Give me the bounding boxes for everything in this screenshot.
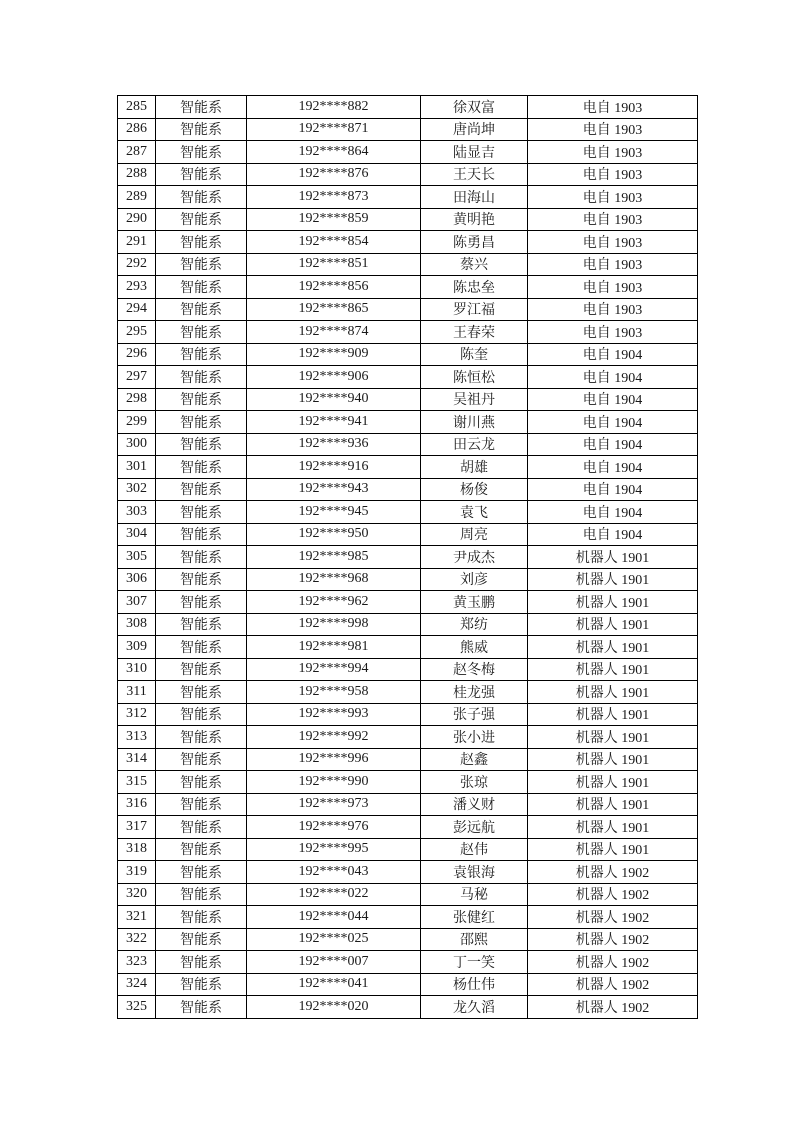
- cell-name: 谢川燕: [421, 411, 528, 434]
- cell-class: 电自 1903: [528, 141, 698, 164]
- cell-student_id: 192****962: [247, 591, 421, 614]
- cell-department: 智能系: [156, 703, 247, 726]
- cell-student_id: 192****851: [247, 253, 421, 276]
- cell-no: 286: [118, 118, 156, 141]
- cell-no: 321: [118, 906, 156, 929]
- cell-no: 301: [118, 456, 156, 479]
- cell-student_id: 192****943: [247, 478, 421, 501]
- cell-student_id: 192****025: [247, 928, 421, 951]
- cell-class: 电自 1904: [528, 523, 698, 546]
- cell-student_id: 192****936: [247, 433, 421, 456]
- cell-name: 蔡兴: [421, 253, 528, 276]
- cell-department: 智能系: [156, 478, 247, 501]
- cell-no: 306: [118, 568, 156, 591]
- table-row: [118, 456, 698, 479]
- cell-student_id: 192****865: [247, 298, 421, 321]
- cell-name: 郑纺: [421, 613, 528, 636]
- table-row: [118, 613, 698, 636]
- table-row: [118, 568, 698, 591]
- cell-student_id: 192****993: [247, 703, 421, 726]
- cell-department: 智能系: [156, 591, 247, 614]
- table-row: [118, 816, 698, 839]
- cell-no: 295: [118, 321, 156, 344]
- cell-department: 智能系: [156, 321, 247, 344]
- table-row: [118, 838, 698, 861]
- cell-no: 320: [118, 883, 156, 906]
- cell-class: 机器人 1902: [528, 996, 698, 1019]
- cell-no: 293: [118, 276, 156, 299]
- cell-department: 智能系: [156, 568, 247, 591]
- cell-name: 陆显吉: [421, 141, 528, 164]
- cell-student_id: 192****992: [247, 726, 421, 749]
- cell-name: 陈勇昌: [421, 231, 528, 254]
- cell-department: 智能系: [156, 838, 247, 861]
- cell-department: 智能系: [156, 253, 247, 276]
- cell-name: 赵冬梅: [421, 658, 528, 681]
- table-row: [118, 388, 698, 411]
- cell-no: 302: [118, 478, 156, 501]
- table-row: [118, 748, 698, 771]
- student-roster-table: [117, 95, 698, 1019]
- cell-department: 智能系: [156, 726, 247, 749]
- cell-student_id: 192****007: [247, 951, 421, 974]
- cell-student_id: 192****876: [247, 163, 421, 186]
- cell-student_id: 192****985: [247, 546, 421, 569]
- cell-no: 298: [118, 388, 156, 411]
- table-row: [118, 96, 698, 119]
- cell-name: 袁银海: [421, 861, 528, 884]
- cell-no: 316: [118, 793, 156, 816]
- cell-no: 297: [118, 366, 156, 389]
- cell-class: 机器人 1901: [528, 793, 698, 816]
- table-row: [118, 298, 698, 321]
- cell-department: 智能系: [156, 658, 247, 681]
- cell-student_id: 192****882: [247, 96, 421, 119]
- cell-student_id: 192****854: [247, 231, 421, 254]
- cell-student_id: 192****906: [247, 366, 421, 389]
- cell-no: 289: [118, 186, 156, 209]
- table-row: [118, 478, 698, 501]
- cell-department: 智能系: [156, 163, 247, 186]
- cell-class: 电自 1903: [528, 118, 698, 141]
- cell-class: 机器人 1901: [528, 568, 698, 591]
- cell-no: 304: [118, 523, 156, 546]
- table-row: [118, 681, 698, 704]
- cell-class: 机器人 1901: [528, 681, 698, 704]
- cell-class: 电自 1903: [528, 298, 698, 321]
- table-row: [118, 208, 698, 231]
- cell-student_id: 192****864: [247, 141, 421, 164]
- cell-no: 285: [118, 96, 156, 119]
- cell-name: 黄明艳: [421, 208, 528, 231]
- cell-class: 机器人 1902: [528, 861, 698, 884]
- cell-no: 303: [118, 501, 156, 524]
- cell-no: 319: [118, 861, 156, 884]
- cell-name: 周亮: [421, 523, 528, 546]
- cell-department: 智能系: [156, 141, 247, 164]
- cell-student_id: 192****995: [247, 838, 421, 861]
- cell-student_id: 192****973: [247, 793, 421, 816]
- cell-student_id: 192****950: [247, 523, 421, 546]
- cell-class: 电自 1903: [528, 186, 698, 209]
- cell-department: 智能系: [156, 748, 247, 771]
- cell-class: 机器人 1901: [528, 771, 698, 794]
- cell-no: 308: [118, 613, 156, 636]
- cell-student_id: 192****994: [247, 658, 421, 681]
- cell-student_id: 192****871: [247, 118, 421, 141]
- cell-name: 张子强: [421, 703, 528, 726]
- cell-class: 机器人 1901: [528, 636, 698, 659]
- cell-class: 机器人 1901: [528, 816, 698, 839]
- cell-department: 智能系: [156, 771, 247, 794]
- cell-name: 王天长: [421, 163, 528, 186]
- cell-department: 智能系: [156, 118, 247, 141]
- cell-student_id: 192****976: [247, 816, 421, 839]
- cell-no: 318: [118, 838, 156, 861]
- table-row: [118, 276, 698, 299]
- cell-name: 田海山: [421, 186, 528, 209]
- cell-name: 袁飞: [421, 501, 528, 524]
- cell-name: 田云龙: [421, 433, 528, 456]
- cell-department: 智能系: [156, 681, 247, 704]
- cell-department: 智能系: [156, 906, 247, 929]
- cell-department: 智能系: [156, 298, 247, 321]
- cell-department: 智能系: [156, 883, 247, 906]
- cell-class: 电自 1903: [528, 321, 698, 344]
- cell-department: 智能系: [156, 523, 247, 546]
- cell-class: 电自 1904: [528, 343, 698, 366]
- cell-department: 智能系: [156, 456, 247, 479]
- cell-class: 机器人 1902: [528, 951, 698, 974]
- cell-name: 彭远航: [421, 816, 528, 839]
- cell-no: 299: [118, 411, 156, 434]
- cell-class: 机器人 1902: [528, 883, 698, 906]
- table-row: [118, 793, 698, 816]
- cell-no: 323: [118, 951, 156, 974]
- cell-department: 智能系: [156, 186, 247, 209]
- cell-name: 尹成杰: [421, 546, 528, 569]
- cell-student_id: 192****940: [247, 388, 421, 411]
- cell-no: 324: [118, 973, 156, 996]
- cell-department: 智能系: [156, 433, 247, 456]
- cell-no: 311: [118, 681, 156, 704]
- cell-class: 电自 1903: [528, 163, 698, 186]
- cell-student_id: 192****041: [247, 973, 421, 996]
- cell-name: 桂龙强: [421, 681, 528, 704]
- cell-class: 机器人 1901: [528, 613, 698, 636]
- table-row: [118, 726, 698, 749]
- table-row: [118, 253, 698, 276]
- cell-no: 300: [118, 433, 156, 456]
- cell-class: 机器人 1902: [528, 973, 698, 996]
- cell-class: 机器人 1901: [528, 703, 698, 726]
- cell-name: 陈忠垒: [421, 276, 528, 299]
- cell-class: 电自 1904: [528, 411, 698, 434]
- cell-student_id: 192****044: [247, 906, 421, 929]
- table-row: [118, 973, 698, 996]
- cell-class: 电自 1903: [528, 231, 698, 254]
- cell-name: 黄玉鹏: [421, 591, 528, 614]
- cell-department: 智能系: [156, 973, 247, 996]
- cell-department: 智能系: [156, 546, 247, 569]
- cell-class: 电自 1904: [528, 388, 698, 411]
- cell-no: 305: [118, 546, 156, 569]
- cell-no: 296: [118, 343, 156, 366]
- cell-name: 吴祖丹: [421, 388, 528, 411]
- cell-name: 张健红: [421, 906, 528, 929]
- table-row: [118, 141, 698, 164]
- table-row: [118, 366, 698, 389]
- table-row: [118, 321, 698, 344]
- cell-student_id: 192****998: [247, 613, 421, 636]
- cell-student_id: 192****958: [247, 681, 421, 704]
- cell-no: 290: [118, 208, 156, 231]
- cell-class: 电自 1903: [528, 276, 698, 299]
- cell-no: 309: [118, 636, 156, 659]
- cell-department: 智能系: [156, 636, 247, 659]
- cell-class: 机器人 1902: [528, 906, 698, 929]
- cell-student_id: 192****043: [247, 861, 421, 884]
- cell-class: 机器人 1902: [528, 928, 698, 951]
- cell-department: 智能系: [156, 613, 247, 636]
- cell-name: 熊威: [421, 636, 528, 659]
- cell-name: 杨俊: [421, 478, 528, 501]
- cell-no: 292: [118, 253, 156, 276]
- cell-student_id: 192****020: [247, 996, 421, 1019]
- cell-department: 智能系: [156, 208, 247, 231]
- cell-student_id: 192****996: [247, 748, 421, 771]
- table-row: [118, 658, 698, 681]
- table-row: [118, 523, 698, 546]
- cell-class: 电自 1904: [528, 478, 698, 501]
- cell-name: 邵熙: [421, 928, 528, 951]
- cell-name: 丁一笑: [421, 951, 528, 974]
- cell-student_id: 192****990: [247, 771, 421, 794]
- cell-student_id: 192****916: [247, 456, 421, 479]
- table-body: [118, 96, 698, 1019]
- cell-name: 徐双富: [421, 96, 528, 119]
- cell-department: 智能系: [156, 411, 247, 434]
- cell-no: 287: [118, 141, 156, 164]
- cell-name: 杨仕伟: [421, 973, 528, 996]
- cell-department: 智能系: [156, 276, 247, 299]
- cell-no: 288: [118, 163, 156, 186]
- cell-department: 智能系: [156, 501, 247, 524]
- table-row: [118, 883, 698, 906]
- table-row: [118, 343, 698, 366]
- table-row: [118, 163, 698, 186]
- cell-student_id: 192****945: [247, 501, 421, 524]
- cell-no: 314: [118, 748, 156, 771]
- cell-department: 智能系: [156, 343, 247, 366]
- cell-name: 赵鑫: [421, 748, 528, 771]
- cell-no: 307: [118, 591, 156, 614]
- cell-no: 294: [118, 298, 156, 321]
- cell-name: 龙久滔: [421, 996, 528, 1019]
- table-row: [118, 118, 698, 141]
- cell-class: 机器人 1901: [528, 726, 698, 749]
- table-row: [118, 433, 698, 456]
- table-row: [118, 186, 698, 209]
- cell-name: 张琼: [421, 771, 528, 794]
- cell-class: 机器人 1901: [528, 838, 698, 861]
- cell-no: 325: [118, 996, 156, 1019]
- cell-name: 陈奎: [421, 343, 528, 366]
- cell-student_id: 192****968: [247, 568, 421, 591]
- table-row: [118, 996, 698, 1019]
- cell-no: 315: [118, 771, 156, 794]
- table-row: [118, 591, 698, 614]
- cell-name: 陈恒松: [421, 366, 528, 389]
- cell-class: 电自 1903: [528, 96, 698, 119]
- cell-name: 马秘: [421, 883, 528, 906]
- cell-name: 罗江福: [421, 298, 528, 321]
- cell-class: 电自 1904: [528, 433, 698, 456]
- cell-department: 智能系: [156, 231, 247, 254]
- table-row: [118, 636, 698, 659]
- cell-student_id: 192****022: [247, 883, 421, 906]
- cell-department: 智能系: [156, 816, 247, 839]
- cell-class: 电自 1904: [528, 501, 698, 524]
- table-row: [118, 951, 698, 974]
- cell-department: 智能系: [156, 928, 247, 951]
- cell-class: 机器人 1901: [528, 658, 698, 681]
- table-row: [118, 771, 698, 794]
- cell-no: 322: [118, 928, 156, 951]
- cell-name: 胡雄: [421, 456, 528, 479]
- cell-name: 王春荣: [421, 321, 528, 344]
- cell-department: 智能系: [156, 951, 247, 974]
- cell-no: 310: [118, 658, 156, 681]
- cell-student_id: 192****859: [247, 208, 421, 231]
- cell-class: 机器人 1901: [528, 748, 698, 771]
- cell-class: 电自 1903: [528, 253, 698, 276]
- cell-name: 赵伟: [421, 838, 528, 861]
- table-row: [118, 546, 698, 569]
- cell-name: 潘义财: [421, 793, 528, 816]
- cell-student_id: 192****941: [247, 411, 421, 434]
- cell-student_id: 192****856: [247, 276, 421, 299]
- cell-no: 291: [118, 231, 156, 254]
- table-row: [118, 231, 698, 254]
- cell-department: 智能系: [156, 388, 247, 411]
- cell-class: 机器人 1901: [528, 591, 698, 614]
- table-row: [118, 861, 698, 884]
- table-row: [118, 906, 698, 929]
- cell-name: 张小进: [421, 726, 528, 749]
- cell-student_id: 192****873: [247, 186, 421, 209]
- cell-department: 智能系: [156, 96, 247, 119]
- cell-no: 317: [118, 816, 156, 839]
- table-row: [118, 501, 698, 524]
- table-row: [118, 928, 698, 951]
- cell-name: 刘彦: [421, 568, 528, 591]
- cell-student_id: 192****981: [247, 636, 421, 659]
- table-row: [118, 411, 698, 434]
- table-row: [118, 703, 698, 726]
- cell-department: 智能系: [156, 861, 247, 884]
- cell-student_id: 192****874: [247, 321, 421, 344]
- cell-no: 313: [118, 726, 156, 749]
- cell-class: 电自 1904: [528, 366, 698, 389]
- cell-name: 唐尚坤: [421, 118, 528, 141]
- cell-no: 312: [118, 703, 156, 726]
- cell-class: 电自 1903: [528, 208, 698, 231]
- cell-department: 智能系: [156, 793, 247, 816]
- cell-class: 电自 1904: [528, 456, 698, 479]
- cell-department: 智能系: [156, 366, 247, 389]
- cell-student_id: 192****909: [247, 343, 421, 366]
- cell-department: 智能系: [156, 996, 247, 1019]
- cell-class: 机器人 1901: [528, 546, 698, 569]
